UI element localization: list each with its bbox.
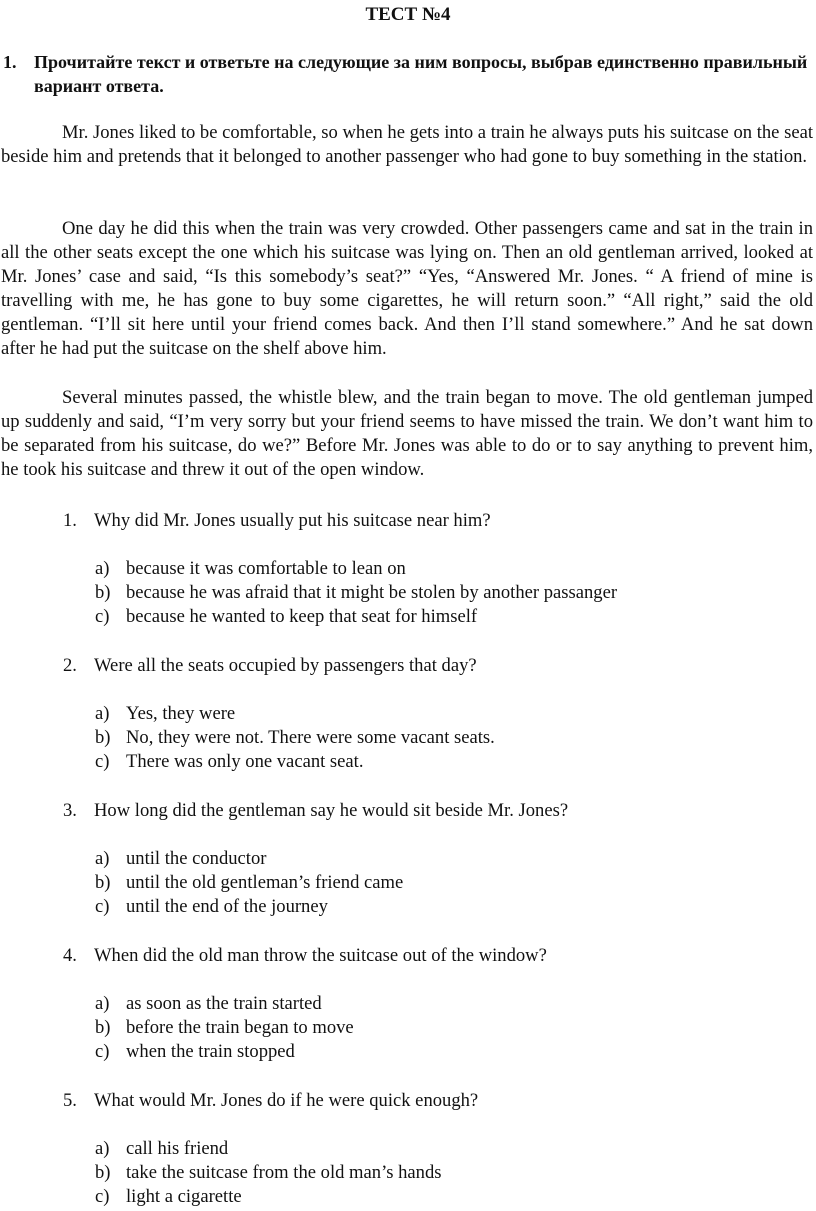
option-text: because he was afraid that it might be stolen by another passanger	[126, 582, 618, 603]
question-text: When did the old man throw the suitcase out of the window?	[94, 945, 547, 966]
question-number: 1.	[63, 510, 77, 531]
option-text: There was only one vacant seat.	[126, 751, 364, 772]
question-number: 5.	[63, 1090, 77, 1111]
task-number: 1.	[3, 52, 17, 72]
option-letter: c)	[95, 751, 110, 772]
page-title: ТЕСТ №4	[365, 4, 451, 25]
option-text: light a cigarette	[126, 1186, 242, 1207]
option-letter: a)	[95, 1138, 110, 1159]
option-text: No, they were not. There were some vacant seats.	[126, 727, 495, 748]
question-text: What would Mr. Jones do if he were quick enough?	[94, 1090, 479, 1111]
option-text: until the old gentleman’s friend came	[126, 872, 404, 893]
option-letter: b)	[95, 1017, 111, 1038]
passage-paragraph: Mr. Jones liked to be comfortable, so when he gets into a train he always puts his suitcase on the seat beside him and pretends that it belonged to another passenger who had gone to buy something in the station.	[1, 122, 813, 167]
option-letter: a)	[95, 558, 110, 579]
passage-paragraph: Several minutes passed, the whistle blew, and the train began to move. The old gentleman jumped up suddenly and said, “I’m very sorry but your friend seems to have missed the train. We don’t want him to be separated from his suitcase, do we?” Before Mr. Jones was able to do or to say anything to prevent him, he took his suitcase and threw it out of the open window.	[1, 387, 813, 480]
task-instruction	[3, 50, 813, 98]
question-text: Why did Mr. Jones usually put his suitcase near him?	[94, 510, 491, 531]
option-letter: a)	[95, 848, 110, 869]
option-letter: c)	[95, 896, 110, 917]
option-text: because he wanted to keep that seat for himself	[126, 606, 478, 627]
option-letter: a)	[95, 703, 110, 724]
question-text: How long did the gentleman say he would sit beside Mr. Jones?	[94, 800, 569, 821]
option-letter: b)	[95, 582, 111, 603]
option-letter: c)	[95, 1186, 110, 1207]
task-text: Прочитайте текст и ответьте на следующие за ним вопросы, выбрав единственно правильный вариант ответа.	[34, 52, 808, 96]
option-text: before the train began to move	[126, 1017, 354, 1038]
option-text: call his friend	[126, 1138, 229, 1159]
passage-paragraph: One day he did this when the train was very crowded. Other passengers came and sat in the train in all the other seats except the one which his suitcase was lying on. Then an old gentleman arrived, looked at Mr. Jones’ case and said, “Is this somebody’s seat?” “Yes, “Answered Mr. Jones. “ A friend of mine is travelling with me, he has gone to buy some cigarettes, he will return soon.” “All right,” said the old gentleman. “I’ll sit here until your friend comes back. And then I’ll stand somewhere.” And he sat down after he had put the suitcase on the shelf above him.	[1, 218, 813, 359]
option-text: Yes, they were	[126, 703, 236, 724]
question-number: 2.	[63, 655, 77, 676]
question-text: Were all the seats occupied by passengers that day?	[94, 655, 477, 676]
option-letter: b)	[95, 872, 111, 893]
option-text: as soon as the train started	[126, 993, 322, 1014]
option-text: until the end of the journey	[126, 896, 328, 917]
question-number: 4.	[63, 945, 77, 966]
option-letter: a)	[95, 993, 110, 1014]
option-text: because it was comfortable to lean on	[126, 558, 406, 579]
option-letter: b)	[95, 727, 111, 748]
option-text: when the train stopped	[126, 1041, 295, 1062]
option-text: take the suitcase from the old man’s hands	[126, 1162, 442, 1183]
option-letter: b)	[95, 1162, 111, 1183]
option-text: until the conductor	[126, 848, 267, 869]
question-number: 3.	[63, 800, 77, 821]
option-letter: c)	[95, 1041, 110, 1062]
option-letter: c)	[95, 606, 110, 627]
